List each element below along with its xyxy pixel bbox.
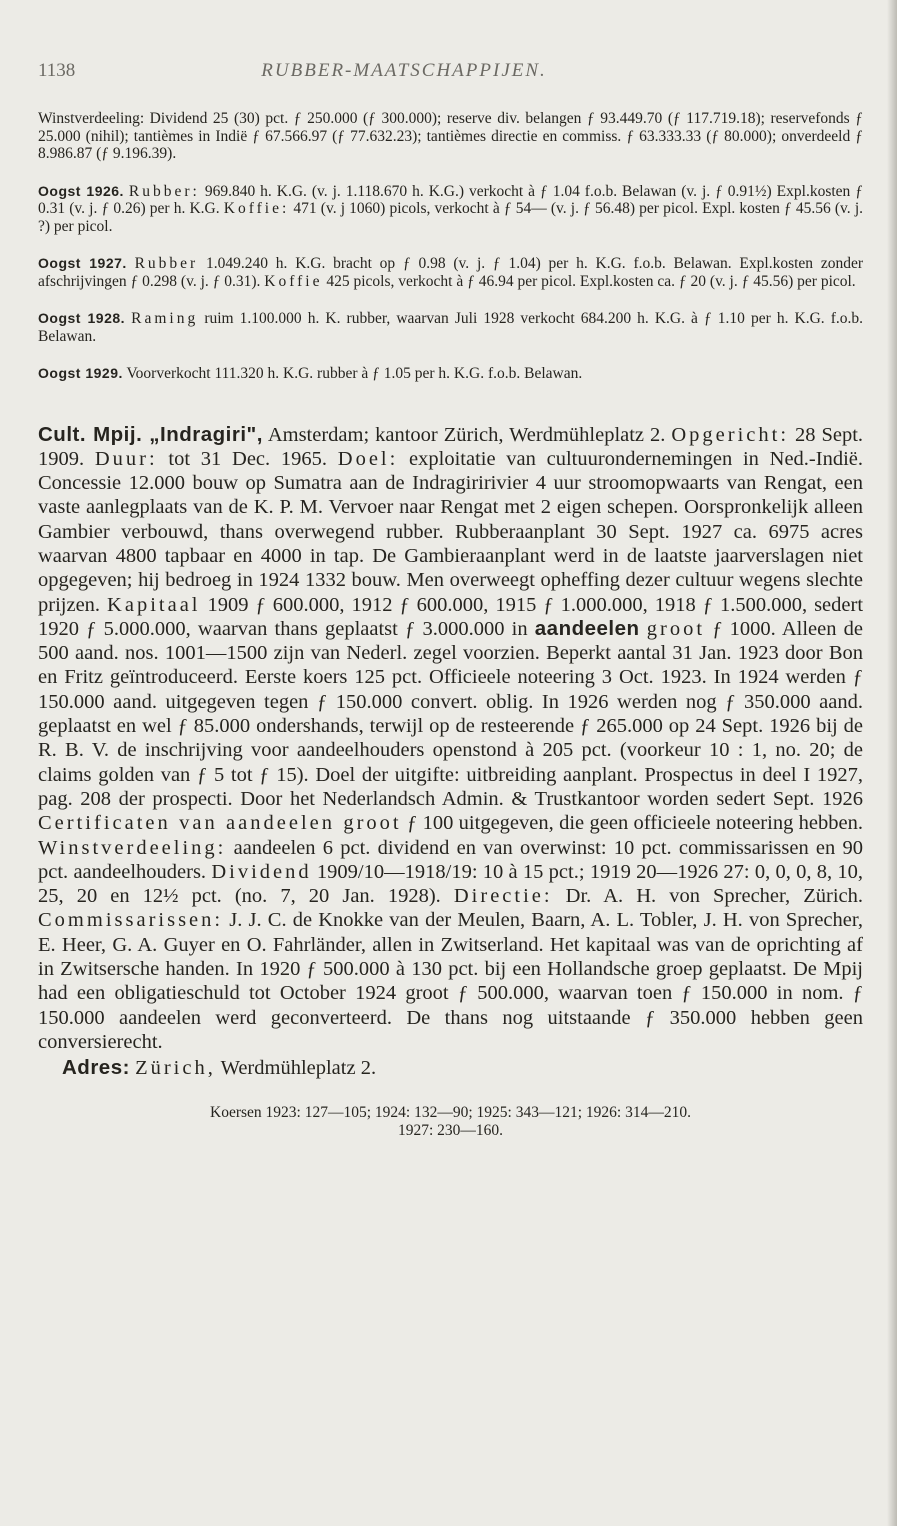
winstverdeeling-label: Winstverdeeling: <box>38 836 227 859</box>
kapitaal-label: Kapitaal <box>107 593 201 616</box>
page-header <box>38 60 863 82</box>
opgericht-text: 28 Sept. 1909. <box>38 423 864 470</box>
adres-label: Adres: <box>62 1056 130 1080</box>
oogst-1928-text: ruim 1.100.000 h. K. rubber, waarvan Juli 1928 verkocht 684.200 h. K.G. à ƒ 1.10 per h. K.G. f.o.b. Belawan. <box>38 310 864 345</box>
dividend-text: 1909/10—1918/19: 10 à 15 pct.; 1919 20—1926 27: 0, 0, 0, 8, 10, 25, 20 en 12½ pct. (no. 7, 20 Jan. 1928). <box>38 860 864 908</box>
company-entry <box>38 423 863 1055</box>
kapitaal-text: 1909 ƒ 600.000, 1912 ƒ 600.000, 1915 ƒ 1.000.000, 1918 ƒ 1.500.000, sedert 1920 ƒ 5.000.000, waarvan thans geplaatst ƒ 3.000.000 in <box>38 593 864 640</box>
oogst-1928-paragraph <box>38 310 863 345</box>
oogst-1928-raming-label: Raming <box>131 310 199 327</box>
aandeelen-text: ƒ 1000. Alleen de 500 aand. nos. 1001—1500 zijn van Nederl. zegel voorzien. Beperkt aantal 31 Jan. 1923 door Bon en Fritz geïntroduceerd. Eerste koers 125 pct. Officieele noteering 3 Oct. 1923. In 1924 werden ƒ 150.000 aand. uitgegeven tegen ƒ 150.000 convert. oblig. In 1926 werden nog ƒ 350.000 aand. geplaatst en wel ƒ 85.000 ondershands, terwijl op de resteerende ƒ 265.000 op 24 Sept. 1926 bij de R. B. V. de inschrijving voor aandeelhouders openstond à 205 pct. (voorkeur 10 : 1, no. 20; de claims golden van ƒ 5 tot ƒ 15). Doel der uitgifte: uitbreiding aanplant. Prospectus in deel I 1927, pag. 208 der prospecti. Door het Nederlandsch Admin. & Trustkantoor worden sedert Sept. 1926 <box>38 617 864 810</box>
duur-label: Duur: <box>94 447 158 470</box>
adres-city: Zürich, <box>135 1057 216 1080</box>
adres-street: Werdmühleplatz 2. <box>220 1057 377 1080</box>
address-line <box>62 1056 863 1080</box>
oogst-1927-rubber-label: Rubber <box>134 255 199 272</box>
koersen-line-1: Koersen 1923: 127—105; 1924: 132—90; 1925: 343—121; 1926: 314—210. <box>210 1104 691 1122</box>
oogst-1928-heading: Oogst 1928. <box>38 310 126 326</box>
koersen-block <box>38 1104 863 1139</box>
winstverdeeling-paragraph: Winstverdeeling: Dividend 25 (30) pct. ƒ 250.000 (ƒ 300.000); reserve div. belangen ƒ 93.449.70 (ƒ 117.719.18); reservefonds ƒ 25.000 (nihil); tantièmes in Indië ƒ 67.566.97 (ƒ 77.632.23); tantièmes directie en commiss. ƒ 63.333.33 (ƒ 80.000); onverdeeld ƒ 8.986.87 (ƒ 9.196.39). <box>38 110 863 162</box>
oogst-1929-text: Voorverkocht 111.320 h. K.G. rubber à ƒ 1.05 per h. K.G. f.o.b. Belawan. <box>126 365 583 382</box>
oogst-1927-paragraph <box>38 255 863 290</box>
commissarissen-label: Commissarissen: <box>38 909 224 932</box>
page-edge-shadow <box>887 0 897 1526</box>
groot-label: groot <box>646 617 706 640</box>
certificaten-text: ƒ 100 uitgegeven, die geen officieele noteering hebben. <box>406 812 863 835</box>
company-location: Amsterdam; kantoor Zürich, Werdmühleplatz 2. <box>267 423 666 446</box>
oogst-1926-paragraph <box>38 183 863 236</box>
aandeelen-label: aandeelen <box>534 616 640 640</box>
oogst-1926-koffie-text: 471 (v. j 1060) picols, verkocht à ƒ 54— (v. j. ƒ 56.48) per picol. Expl. kosten ƒ 45.56 (v. j. ?) per picol. <box>38 200 863 235</box>
oogst-1927-heading: Oogst 1927. <box>38 255 127 271</box>
oogst-1927-koffie-label: Koffie <box>264 272 323 290</box>
oogst-1926-rubber-text: 969.840 h. K.G. (v. j. 1.118.670 h. K.G.) verkocht à ƒ 1.04 f.o.b. Belawan (v. j. ƒ 0.91½) Expl.kosten ƒ 0.31 (v. j. ƒ 0.26) per h. K.G. <box>38 182 864 217</box>
dividend-label: Dividend <box>211 860 312 883</box>
directie-text: Dr. A. H. von Sprecher, Zürich. <box>565 885 863 908</box>
running-title: RUBBER-MAATSCHAPPIJEN. <box>261 60 547 81</box>
opgericht-label: Opgericht: <box>671 423 790 446</box>
page-number: 1138 <box>38 60 76 81</box>
oogst-1926-heading: Oogst 1926. <box>38 182 124 199</box>
oogst-1926-rubber-label: Rubber: <box>128 182 200 200</box>
doel-label: Doel: <box>337 447 399 470</box>
oogst-1927-rubber-text: 1.049.240 h. K.G. bracht op ƒ 0.98 (v. j. ƒ 1.04) per h. K.G. f.o.b. Belawan. Expl.kosten zonder afschrijvingen ƒ 0.298 (v. j. ƒ 0.31). <box>38 255 864 290</box>
oogst-1929-paragraph <box>38 365 863 383</box>
company-name: Cult. Mpij. „Indragiri", <box>38 422 263 446</box>
oogst-1927-koffie-text: 425 picols, verkocht à ƒ 46.94 per picol. Expl.kosten ca. ƒ 20 (v. j. ƒ 45.56) per picol. <box>326 272 856 290</box>
doel-text: exploitatie van cultuurondernemingen in Ned.-Indië. Concessie 12.000 bouw op Sumatra aan de Indragiririvier 4 uur stroomopwaarts van Rengat, een vaste aanlegplaats van de K. P. M. Vervoer naar Rengat met 2 eigen schepen. Oorspronkelijk alleen Gambier verbouwd, thans overwegend rubber. Rubberaanplant 30 Sept. 1927 ca. 6975 acres waarvan 4800 tapbaar en 4000 in tap. De Gambieraanplant werd in de laatste jaarverslagen niet opgegeven; hij bedroeg in 1924 1332 bouw. Men overweegt opheffing dezer cultuur wegens slechte prijzen. <box>38 447 863 616</box>
oogst-1929-heading: Oogst 1929. <box>38 365 123 381</box>
oogst-1926-koffie-label: Koffie: <box>223 200 290 217</box>
koersen-line-2: 1927: 230—160. <box>397 1121 504 1139</box>
commissarissen-text: J. J. C. de Knokke van der Meulen, Baarn, A. L. Tobler, J. H. von Sprecher, E. Heer, G. A. Guyer en O. Fahrländer, allen in Zwitserland. Het kapitaal was van de oprichting af in Zwitsersche handen. In 1920 ƒ 500.000 à 130 pct. bij een Hollandsche groep geplaatst. De Mpij had een obligatieschuld tot October 1924 groot ƒ 500.000, waarvan toen ƒ 150.000 in nom. ƒ 150.000 aandeelen werd geconverteerd. De thans nog uitstaande ƒ 350.000 hebben geen conversierecht. <box>38 909 864 1053</box>
directie-label: Directie: <box>453 885 553 908</box>
duur-text: tot 31 Dec. 1965. <box>168 447 328 470</box>
winstverdeeling-text: aandeelen 6 pct. dividend en van overwinst: 10 pct. commissarissen en 90 pct. aandeelhouders. <box>38 836 863 883</box>
certificaten-label: Certificaten van aandeelen groot <box>38 812 402 835</box>
